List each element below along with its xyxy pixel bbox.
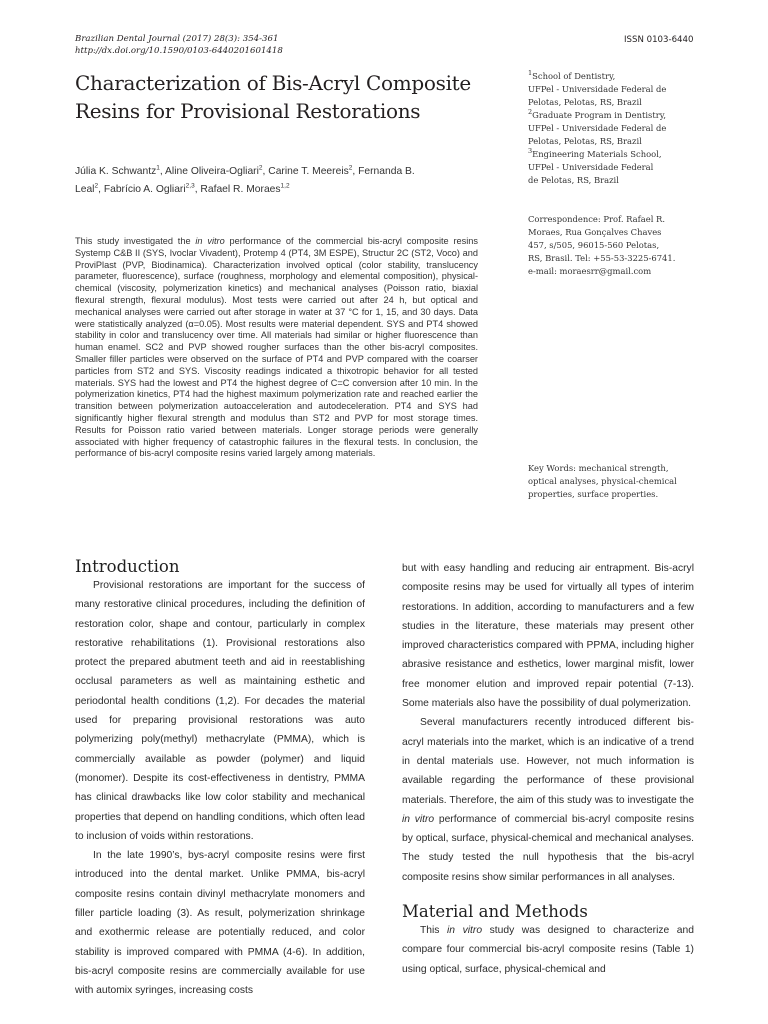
paragraph: but with easy handling and reducing air entrapment. Bis-acryl composite resins may be used for virtually all types of interim restorations. In addition, according to manufacturers and a few studies in the literature, these materials may present other improved characteristics compared with PPMA, including higher abrasive resistance and esthetics, lower marginal misfit, lower free monomer elution and improved repair potential (7-13). Some materials also have the possibility of dual polymerization. xyxy=(402,563,694,710)
affiliation-marker: 2,3 xyxy=(185,182,195,190)
author-name: , Aline Oliveira-Ogliari xyxy=(159,166,259,177)
author-name: , Carine T. Meereis xyxy=(262,166,349,177)
doi-link[interactable]: http://dx.doi.org/10.1590/0103-6440201601418 xyxy=(75,46,283,56)
paragraph: This in vitro study was designed to characterize and compare four commercial bis-acryl composite resins (Table 1) using optical, surface, physical-chemical and xyxy=(402,925,694,975)
affiliation-marker: 2 xyxy=(94,182,99,190)
author-name: , Fabrício A. Ogliari xyxy=(98,184,186,195)
introduction-heading: Introduction xyxy=(75,557,180,576)
paragraph: Several manufacturers recently introduced different bis-acryl materials into the market, which is an indicative of a trend in dental materials use. However, not much information is available regarding the performance of these provisional materials. Therefore, the aim of this study was to investigate the in vitro performance of commercial bis-acryl composite resins by optical, surface, physical-chemical and mechanical analyses. The study tested the null hypothesis that the bis-acryl composite resins show similar performances in all analyses. xyxy=(402,717,695,883)
affiliation-marker: 3 xyxy=(528,147,533,156)
keywords-line: Key Words: mechanical strength, xyxy=(528,463,669,473)
author-name: , Fernanda B. xyxy=(352,166,415,177)
keywords-line: optical analyses, physical-chemical xyxy=(528,476,677,486)
methods-heading: Material and Methods xyxy=(402,902,588,921)
affiliation-line: UFPel - Universidade Federal de xyxy=(528,123,667,133)
paragraph: Provisional restorations are important for the success of many restorative clinical procedures, including the definition of restoration color, shape and contour, particularly in complex restorative rehabilitations (1). Provisional restorations also protect the prepared abutment teeth and aid in reestablishing occlusal parameters as well as maintaining esthetic and periodontal health conditions (1,2). For decades the material used for preparing provisional restorations was auto polymerizing poly(methyl) methacrylate (PMMA), which is commercially available as powder (polymer) and liquid (monomer). Despite its cost-effectiveness in dentistry, PMMA has clinical drawbacks like low color stability and mechanical properties that depend on handling conditions, which often lead to inclusion of voids within restorations. xyxy=(75,580,365,842)
affiliation-marker: 1 xyxy=(528,69,533,78)
affiliation-marker: 1,2 xyxy=(280,182,290,190)
affiliation-line: Graduate Program in Dentistry, xyxy=(532,110,666,120)
article-title xyxy=(75,69,515,125)
author-name: Júlia K. Schwantz xyxy=(75,166,157,177)
author-name: Leal xyxy=(75,184,95,195)
author-name: , Rafael R. Moraes xyxy=(194,184,281,195)
affiliation-line: School of Dentistry, xyxy=(532,71,616,81)
body-column-right xyxy=(402,559,694,887)
affiliation-line: UFPel - Universidade Federal xyxy=(528,162,654,172)
affiliation-line: Engineering Materials School, xyxy=(532,149,662,159)
affiliation-line: de Pelotas, RS, Brazil xyxy=(528,175,619,185)
abstract: This study investigated the in vitro performance of the commercial bis-acryl composite resins Systemp C&B II (SYS, Ivoclar Vivadent), Protemp 4 (PT4, 3M ESPE), Structur 2C (ST2, Voco) and ProviPlast (PVP, Biodinamica). Characterization involved optical (color stability, translucency parameter, fluorescence), surface (roughness, morphology and elemental composition), physical-chemical (viscosity, polymerization kinetics) and mechanical analyses (Poisson ratio, biaxial flexural strength, flexural modulus). Most tests were carried out after 24 h, but optical and mechanical analyses were carried out after storage in water at 37 °C for 1, 15, and 30 days. Data were statistically analyzed (α=0.05). Most results were material dependent. SYS and PT4 showed stability in color and translucency over time. All materials had similar or higher fluorescence than human enamel. SC2 and PVP showed rougher surfaces than the other bis-acryl composites. Smaller filler particles were observed on the surface of PT4 and PVP compared with the coarser particles from ST2 and SYS. Viscosity readings indicated a thixotropic behavior for all tested materials. SYS had the lowest and PT4 the highest degree of C=C conversion after 10 min. In the polymerization kinetics, PT4 had the highest maximum polymerization rate and reached earlier the transition between polymerization autoacceleration and autodeceleration. PT4 and SYS had significantly higher flexural strength and modulus than ST2 and PVP for most storage times. Results for Poisson ratio varied between materials. Longer storage periods were generally associated with higher frequency of catastrophic failures in the flexural tests. In conclusion, the performance of bis-acryl composite resins varied largely among materials. xyxy=(75,236,478,459)
affiliation-marker: 2 xyxy=(258,164,263,172)
affiliation-marker: 1 xyxy=(156,164,160,172)
correspondence-line: RS, Brasil. Tel: +55-53-3225-6741. xyxy=(528,253,676,263)
correspondence-email[interactable]: e-mail: moraesrr@gmail.com xyxy=(528,266,652,276)
affiliation-line: Pelotas, Pelotas, RS, Brazil xyxy=(528,97,642,107)
correspondence-line: 457, s/505, 96015-560 Pelotas, xyxy=(528,240,660,250)
issn: ISSN 0103-6440 xyxy=(624,35,694,45)
paragraph: In the late 1990’s, bys-acryl composite resins were first introduced into the dental market. Unlike PMMA, bis-acryl composite resins contain divinyl methacrylate monomers and filler particle loading (3). As result, polymerization shrinkage and exothermic release are potentially reduced, and color stability is improved compared with PMMA (4-6). In addition, bis-acryl composite resins are commercially available for use with automix syringes, increasing costs xyxy=(75,850,365,997)
affiliation-line: Pelotas, Pelotas, RS, Brazil xyxy=(528,136,642,146)
affiliations xyxy=(528,70,728,187)
affiliation-line: UFPel - Universidade Federal de xyxy=(528,84,667,94)
correspondence-line: Correspondence: Prof. Rafael R. xyxy=(528,214,666,224)
title-line-1: Characterization of Bis-Acryl Composite xyxy=(75,71,471,95)
methods-body xyxy=(402,921,694,979)
affiliation-marker: 2 xyxy=(528,108,533,117)
journal-citation: Brazilian Dental Journal (2017) 28(3): 354-361 xyxy=(75,34,279,44)
keywords xyxy=(528,462,728,501)
keywords-line: properties, surface properties. xyxy=(528,489,659,499)
correspondence-line: Moraes, Rua Gonçalves Chaves xyxy=(528,227,662,237)
title-line-2: Resins for Provisional Restorations xyxy=(75,99,421,123)
author-list xyxy=(75,163,515,199)
affiliation-marker: 2 xyxy=(348,164,353,172)
correspondence xyxy=(528,213,728,278)
body-column-left xyxy=(75,576,365,1001)
